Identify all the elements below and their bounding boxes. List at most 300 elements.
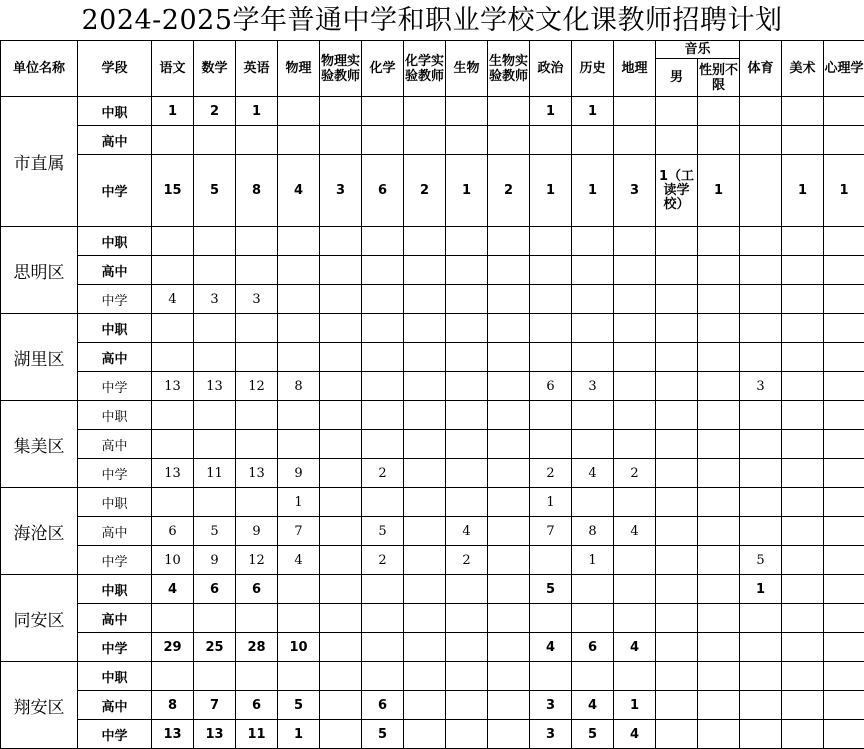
count-cell xyxy=(278,343,320,372)
count-cell: 6 xyxy=(572,633,614,662)
count-cell xyxy=(488,633,530,662)
count-cell xyxy=(782,720,824,749)
count-cell xyxy=(404,97,446,126)
header-subject: 美术 xyxy=(782,41,824,97)
count-cell: 4 xyxy=(614,720,656,749)
count-cell: 4 xyxy=(530,633,572,662)
count-cell xyxy=(740,691,782,720)
count-cell: 6 xyxy=(152,517,194,546)
count-cell xyxy=(404,372,446,401)
count-cell xyxy=(488,343,530,372)
count-cell xyxy=(698,459,740,488)
count-cell: 8 xyxy=(236,155,278,227)
count-cell xyxy=(824,430,864,459)
table-row xyxy=(1,343,864,372)
count-cell xyxy=(194,662,236,691)
count-cell: 3 xyxy=(614,155,656,227)
count-cell: 4 xyxy=(614,633,656,662)
count-cell xyxy=(488,372,530,401)
count-cell xyxy=(320,604,362,633)
count-cell xyxy=(824,546,864,575)
count-cell xyxy=(320,430,362,459)
count-cell: 7 xyxy=(194,691,236,720)
count-cell xyxy=(656,314,698,343)
count-cell xyxy=(404,517,446,546)
table-row xyxy=(1,720,864,749)
count-cell xyxy=(320,517,362,546)
count-cell xyxy=(362,227,404,256)
header-subject: 历史 xyxy=(572,41,614,97)
count-cell xyxy=(530,126,572,155)
count-cell xyxy=(572,126,614,155)
count-cell: 2 xyxy=(488,155,530,227)
table-row xyxy=(1,97,864,126)
count-cell xyxy=(488,517,530,546)
count-cell xyxy=(824,488,864,517)
header-subject: 政治 xyxy=(530,41,572,97)
count-cell: 6 xyxy=(194,575,236,604)
count-cell xyxy=(236,256,278,285)
count-cell xyxy=(572,401,614,430)
header-subject: 化学 xyxy=(362,41,404,97)
count-cell xyxy=(698,256,740,285)
count-cell xyxy=(320,372,362,401)
stage-label: 中学 xyxy=(78,546,152,575)
stage-label: 中职 xyxy=(78,227,152,256)
count-cell xyxy=(362,401,404,430)
count-cell xyxy=(572,430,614,459)
count-cell xyxy=(152,314,194,343)
count-cell: 1 xyxy=(278,488,320,517)
count-cell xyxy=(446,372,488,401)
count-cell xyxy=(152,256,194,285)
count-cell xyxy=(194,401,236,430)
count-cell xyxy=(278,126,320,155)
count-cell xyxy=(488,546,530,575)
count-cell xyxy=(782,575,824,604)
district-name: 市直属 xyxy=(1,97,78,227)
count-cell xyxy=(656,343,698,372)
count-cell xyxy=(488,227,530,256)
count-cell xyxy=(320,691,362,720)
count-cell xyxy=(740,126,782,155)
count-cell: 13 xyxy=(152,372,194,401)
count-cell xyxy=(614,285,656,314)
count-cell xyxy=(824,517,864,546)
count-cell xyxy=(740,227,782,256)
count-cell xyxy=(446,488,488,517)
count-cell xyxy=(782,314,824,343)
count-cell xyxy=(278,401,320,430)
stage-label: 高中 xyxy=(78,256,152,285)
count-cell xyxy=(404,633,446,662)
count-cell xyxy=(404,285,446,314)
district-name: 同安区 xyxy=(1,575,78,662)
count-cell xyxy=(152,430,194,459)
count-cell: 2 xyxy=(362,546,404,575)
count-cell: 9 xyxy=(194,546,236,575)
table-row xyxy=(1,604,864,633)
count-cell xyxy=(740,459,782,488)
stage-label: 高中 xyxy=(78,430,152,459)
header-subject: 英语 xyxy=(236,41,278,97)
count-cell xyxy=(698,517,740,546)
header-unit: 单位名称 xyxy=(1,41,78,97)
count-cell xyxy=(530,662,572,691)
table-row xyxy=(1,430,864,459)
count-cell xyxy=(698,227,740,256)
count-cell xyxy=(656,126,698,155)
count-cell: 5 xyxy=(572,720,614,749)
count-cell xyxy=(530,314,572,343)
count-cell xyxy=(404,720,446,749)
count-cell xyxy=(194,126,236,155)
count-cell xyxy=(530,546,572,575)
stage-label: 中学 xyxy=(78,285,152,314)
count-cell xyxy=(656,372,698,401)
count-cell xyxy=(278,314,320,343)
count-cell xyxy=(782,662,824,691)
count-cell xyxy=(782,459,824,488)
count-cell: 29 xyxy=(152,633,194,662)
table-row xyxy=(1,155,864,227)
count-cell: 5 xyxy=(362,720,404,749)
header-subject: 语文 xyxy=(152,41,194,97)
count-cell xyxy=(782,343,824,372)
count-cell: 4 xyxy=(614,517,656,546)
count-cell xyxy=(656,517,698,546)
district-name: 思明区 xyxy=(1,227,78,314)
count-cell xyxy=(194,227,236,256)
header-subject: 生物 xyxy=(446,41,488,97)
count-cell: 1 xyxy=(152,97,194,126)
count-cell xyxy=(362,488,404,517)
count-cell: 12 xyxy=(236,372,278,401)
count-cell xyxy=(614,604,656,633)
count-cell xyxy=(236,401,278,430)
count-cell: 5 xyxy=(740,546,782,575)
count-cell: 1（工读学校） xyxy=(656,155,698,227)
count-cell xyxy=(446,691,488,720)
count-cell xyxy=(572,662,614,691)
recruitment-plan-table xyxy=(0,40,864,749)
count-cell xyxy=(446,401,488,430)
table-row xyxy=(1,459,864,488)
count-cell xyxy=(782,227,824,256)
count-cell xyxy=(782,372,824,401)
count-cell xyxy=(824,662,864,691)
table-row xyxy=(1,314,864,343)
stage-label: 中职 xyxy=(78,575,152,604)
count-cell xyxy=(488,720,530,749)
count-cell xyxy=(572,256,614,285)
count-cell xyxy=(488,691,530,720)
count-cell xyxy=(740,314,782,343)
count-cell xyxy=(236,430,278,459)
count-cell xyxy=(194,343,236,372)
count-cell: 1 xyxy=(782,155,824,227)
count-cell xyxy=(656,227,698,256)
count-cell xyxy=(152,604,194,633)
count-cell xyxy=(782,97,824,126)
count-cell: 6 xyxy=(530,372,572,401)
count-cell xyxy=(488,314,530,343)
count-cell xyxy=(320,662,362,691)
count-cell xyxy=(740,285,782,314)
header-music: 音乐 xyxy=(656,41,740,59)
district-name: 湖里区 xyxy=(1,314,78,401)
count-cell xyxy=(362,256,404,285)
count-cell xyxy=(740,633,782,662)
count-cell xyxy=(278,604,320,633)
count-cell: 1 xyxy=(278,720,320,749)
count-cell xyxy=(572,604,614,633)
count-cell xyxy=(740,517,782,546)
table-row xyxy=(1,546,864,575)
count-cell xyxy=(614,430,656,459)
header-subject: 物理 xyxy=(278,41,320,97)
count-cell xyxy=(236,126,278,155)
header-subject: 数学 xyxy=(194,41,236,97)
count-cell xyxy=(404,604,446,633)
count-cell xyxy=(404,546,446,575)
count-cell xyxy=(572,227,614,256)
count-cell: 3 xyxy=(320,155,362,227)
table-row xyxy=(1,517,864,546)
count-cell xyxy=(446,720,488,749)
count-cell xyxy=(824,97,864,126)
stage-label: 中职 xyxy=(78,97,152,126)
count-cell xyxy=(740,488,782,517)
header-subject: 生物实验教师 xyxy=(488,41,530,97)
count-cell xyxy=(824,459,864,488)
count-cell: 1 xyxy=(572,546,614,575)
count-cell xyxy=(782,285,824,314)
count-cell: 1 xyxy=(530,97,572,126)
count-cell: 4 xyxy=(572,459,614,488)
count-cell xyxy=(194,488,236,517)
count-cell xyxy=(530,343,572,372)
count-cell xyxy=(824,126,864,155)
count-cell xyxy=(152,488,194,517)
count-cell: 11 xyxy=(194,459,236,488)
count-cell xyxy=(488,256,530,285)
count-cell xyxy=(740,604,782,633)
count-cell xyxy=(362,575,404,604)
stage-label: 高中 xyxy=(78,691,152,720)
header-subject: 地理 xyxy=(614,41,656,97)
count-cell: 13 xyxy=(194,372,236,401)
count-cell: 2 xyxy=(194,97,236,126)
table-row xyxy=(1,372,864,401)
count-cell xyxy=(488,488,530,517)
count-cell: 8 xyxy=(572,517,614,546)
header-music-any-gender: 性别不限 xyxy=(698,59,740,97)
count-cell: 1 xyxy=(446,155,488,227)
count-cell: 1 xyxy=(824,155,864,227)
count-cell xyxy=(446,604,488,633)
count-cell xyxy=(404,430,446,459)
count-cell xyxy=(782,488,824,517)
count-cell: 6 xyxy=(362,155,404,227)
count-cell xyxy=(698,343,740,372)
count-cell xyxy=(404,343,446,372)
count-cell xyxy=(656,575,698,604)
count-cell xyxy=(404,691,446,720)
count-cell xyxy=(698,430,740,459)
count-cell xyxy=(572,343,614,372)
count-cell xyxy=(278,227,320,256)
count-cell xyxy=(194,430,236,459)
count-cell xyxy=(782,691,824,720)
count-cell xyxy=(656,459,698,488)
count-cell xyxy=(824,575,864,604)
header-stage: 学段 xyxy=(78,41,152,97)
count-cell xyxy=(488,401,530,430)
count-cell xyxy=(488,604,530,633)
count-cell: 13 xyxy=(194,720,236,749)
count-cell xyxy=(656,430,698,459)
stage-label: 中职 xyxy=(78,401,152,430)
count-cell: 4 xyxy=(152,575,194,604)
header-subject: 体育 xyxy=(740,41,782,97)
count-cell xyxy=(824,691,864,720)
count-cell xyxy=(278,575,320,604)
table-row xyxy=(1,488,864,517)
count-cell xyxy=(698,285,740,314)
count-cell: 13 xyxy=(236,459,278,488)
count-cell xyxy=(656,285,698,314)
table-row xyxy=(1,256,864,285)
count-cell: 9 xyxy=(278,459,320,488)
count-cell xyxy=(362,314,404,343)
count-cell xyxy=(614,314,656,343)
count-cell xyxy=(740,97,782,126)
table-row xyxy=(1,126,864,155)
count-cell xyxy=(698,604,740,633)
count-cell: 4 xyxy=(278,546,320,575)
count-cell xyxy=(320,256,362,285)
count-cell xyxy=(404,256,446,285)
count-cell xyxy=(614,662,656,691)
count-cell xyxy=(530,285,572,314)
count-cell xyxy=(278,662,320,691)
district-name: 集美区 xyxy=(1,401,78,488)
count-cell xyxy=(656,256,698,285)
count-cell xyxy=(236,604,278,633)
count-cell: 6 xyxy=(362,691,404,720)
count-cell: 3 xyxy=(530,691,572,720)
count-cell xyxy=(362,126,404,155)
count-cell: 25 xyxy=(194,633,236,662)
count-cell xyxy=(740,155,782,227)
count-cell: 3 xyxy=(530,720,572,749)
count-cell xyxy=(152,662,194,691)
count-cell xyxy=(698,633,740,662)
count-cell: 2 xyxy=(362,459,404,488)
count-cell: 2 xyxy=(614,459,656,488)
count-cell xyxy=(446,97,488,126)
count-cell xyxy=(320,285,362,314)
stage-label: 中学 xyxy=(78,372,152,401)
count-cell xyxy=(320,575,362,604)
count-cell xyxy=(614,97,656,126)
count-cell xyxy=(824,343,864,372)
count-cell xyxy=(362,343,404,372)
table-row xyxy=(1,401,864,430)
count-cell xyxy=(698,126,740,155)
count-cell: 28 xyxy=(236,633,278,662)
count-cell xyxy=(446,459,488,488)
count-cell: 4 xyxy=(152,285,194,314)
count-cell xyxy=(782,546,824,575)
count-cell xyxy=(488,97,530,126)
count-cell: 5 xyxy=(530,575,572,604)
count-cell: 3 xyxy=(740,372,782,401)
count-cell: 13 xyxy=(152,459,194,488)
count-cell xyxy=(656,401,698,430)
table-row xyxy=(1,691,864,720)
count-cell xyxy=(320,633,362,662)
count-cell xyxy=(572,285,614,314)
count-cell xyxy=(656,691,698,720)
count-cell xyxy=(572,488,614,517)
count-cell xyxy=(488,285,530,314)
count-cell xyxy=(320,126,362,155)
count-cell xyxy=(698,372,740,401)
count-cell: 8 xyxy=(278,372,320,401)
count-cell xyxy=(824,285,864,314)
count-cell: 5 xyxy=(194,155,236,227)
count-cell: 5 xyxy=(278,691,320,720)
count-cell xyxy=(740,343,782,372)
count-cell xyxy=(236,343,278,372)
count-cell xyxy=(656,97,698,126)
count-cell xyxy=(152,401,194,430)
count-cell: 13 xyxy=(152,720,194,749)
count-cell: 2 xyxy=(404,155,446,227)
count-cell xyxy=(656,633,698,662)
count-cell xyxy=(362,97,404,126)
count-cell xyxy=(740,401,782,430)
count-cell xyxy=(824,633,864,662)
stage-label: 中职 xyxy=(78,314,152,343)
count-cell xyxy=(320,314,362,343)
count-cell: 5 xyxy=(362,517,404,546)
count-cell xyxy=(446,314,488,343)
count-cell xyxy=(614,546,656,575)
count-cell xyxy=(614,372,656,401)
district-name: 翔安区 xyxy=(1,662,78,749)
count-cell: 15 xyxy=(152,155,194,227)
count-cell xyxy=(530,604,572,633)
count-cell xyxy=(740,256,782,285)
count-cell xyxy=(614,256,656,285)
count-cell xyxy=(404,662,446,691)
header-subject: 物理实验教师 xyxy=(320,41,362,97)
count-cell xyxy=(782,517,824,546)
count-cell xyxy=(740,662,782,691)
count-cell xyxy=(320,227,362,256)
count-cell xyxy=(362,604,404,633)
count-cell xyxy=(782,256,824,285)
count-cell xyxy=(614,401,656,430)
count-cell xyxy=(404,314,446,343)
district-name: 海沧区 xyxy=(1,488,78,575)
count-cell xyxy=(782,126,824,155)
count-cell: 6 xyxy=(236,575,278,604)
count-cell xyxy=(698,575,740,604)
